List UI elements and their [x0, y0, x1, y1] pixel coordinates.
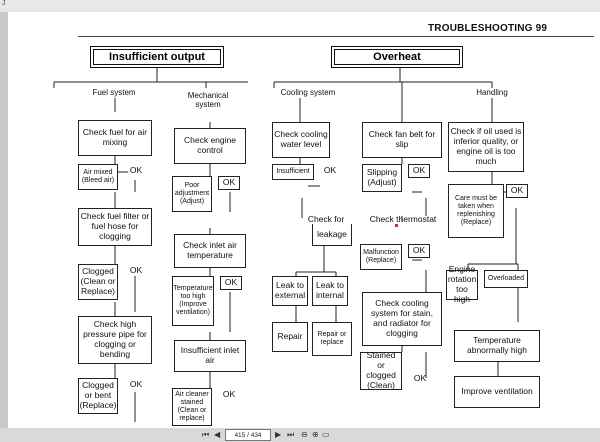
last-page-button[interactable]: ⏭	[287, 430, 295, 439]
check-fuel-filter-box: Check fuel filter or fuel hose for clogging	[78, 208, 152, 246]
fan-ok-1: OK	[408, 164, 430, 178]
top-strip	[0, 0, 600, 12]
prev-page-button[interactable]: ◀	[214, 430, 221, 439]
first-page-button[interactable]: ⏮	[202, 430, 210, 439]
care-replenish-box: Care must be taken when replenishing (Replace)	[448, 184, 504, 238]
zoom-in-icon[interactable]: ⊕	[312, 430, 319, 439]
check-fan-belt-box: Check fan belt for slip	[362, 122, 442, 158]
cooling-system-label: Cooling system	[272, 88, 344, 97]
mechanical-system-label: Mechanical system	[176, 91, 240, 109]
overheat-header	[331, 46, 463, 68]
insufficient-output-label: Insufficient output	[109, 51, 205, 63]
insufficient-box: Insufficient	[272, 164, 314, 180]
improve-ventilation-box: Improve ventilation	[454, 376, 540, 408]
check-cooling-water-box: Check cooling water level	[272, 122, 330, 158]
handling-ok-1: OK	[506, 184, 528, 198]
zoom-out-icon[interactable]: ⊖	[301, 430, 308, 439]
leak-internal-box: Leak to internal	[312, 276, 348, 306]
clogged-replace-box: Clogged (Clean or Replace)	[78, 264, 118, 300]
check-oil-box: Check if oil used is inferior quality, or engine oil is too much	[448, 122, 524, 172]
air-mixed-box: Air mixed (Bleed air)	[78, 164, 118, 190]
title-rule	[78, 36, 594, 37]
overloaded-box: Overloaded	[484, 270, 528, 288]
insufficient-inlet-air-box: Insufficient inlet air	[174, 340, 246, 372]
check-inlet-temp-box: Check inlet air temperature	[174, 234, 246, 268]
check-pressure-pipe-box: Check high pressure pipe for clogging or bending	[78, 316, 152, 364]
check-leak-partial: Check for	[307, 214, 345, 225]
mech-ok-2: OK	[220, 276, 242, 290]
navigation-bar	[0, 428, 600, 442]
clogged-bent-box: Clogged or bent (Replace)	[78, 378, 118, 414]
page-title: TROUBLESHOOTING 99	[428, 23, 548, 34]
fuel-ok-2: OK	[129, 265, 143, 276]
temp-too-high-box: Temperature too high (Improve ventilation)	[172, 276, 214, 326]
annotation-mark	[395, 224, 398, 227]
slipping-box: Slipping (Adjust)	[362, 164, 402, 192]
temp-abnormal-box: Temperature abnormally high	[454, 330, 540, 362]
fit-page-icon[interactable]: ▭	[322, 430, 330, 439]
check-engine-control-box: Check engine control	[174, 128, 246, 164]
overheat-label: Overheat	[373, 51, 421, 63]
stained-clogged-box: Stained or clogged (Clean)	[360, 352, 402, 390]
mech-ok-3: OK	[222, 389, 236, 400]
poor-adjustment-box: Poor adjustment (Adjust)	[172, 176, 212, 212]
repair-replace-box: Repair or replace	[312, 322, 352, 356]
repair-box: Repair	[272, 322, 308, 352]
engine-rotation-box: Engine rotation too high	[447, 264, 477, 304]
fuel-system-label: Fuel system	[78, 88, 150, 97]
corner-label: J	[2, 0, 6, 7]
fan-ok-3: OK	[413, 373, 427, 384]
next-page-button[interactable]: ▶	[275, 430, 282, 439]
check-thermostat-partial: Check thermostat	[369, 214, 437, 225]
page-number-input[interactable]: 415 / 434	[225, 429, 271, 441]
fuel-ok-1: OK	[129, 165, 143, 176]
cooling-ok-1: OK	[323, 165, 337, 176]
fan-ok-2: OK	[408, 244, 430, 258]
document-page	[8, 12, 600, 428]
check-cooling-stain-box: Check cooling system for stain, and radiator for clogging	[362, 292, 442, 346]
mech-ok-1: OK	[218, 176, 240, 190]
insufficient-output-header	[90, 46, 224, 68]
air-cleaner-box: Air cleaner stained (Clean or replace)	[172, 388, 212, 426]
leak-external-box: Leak to external	[272, 276, 308, 306]
handling-label: Handling	[456, 88, 528, 97]
fuel-ok-3: OK	[129, 379, 143, 390]
malfunction-box: Malfunction (Replace)	[360, 244, 402, 270]
leakage-box: leakage	[312, 224, 352, 246]
check-fuel-air-box: Check fuel for air mixing	[78, 120, 152, 156]
